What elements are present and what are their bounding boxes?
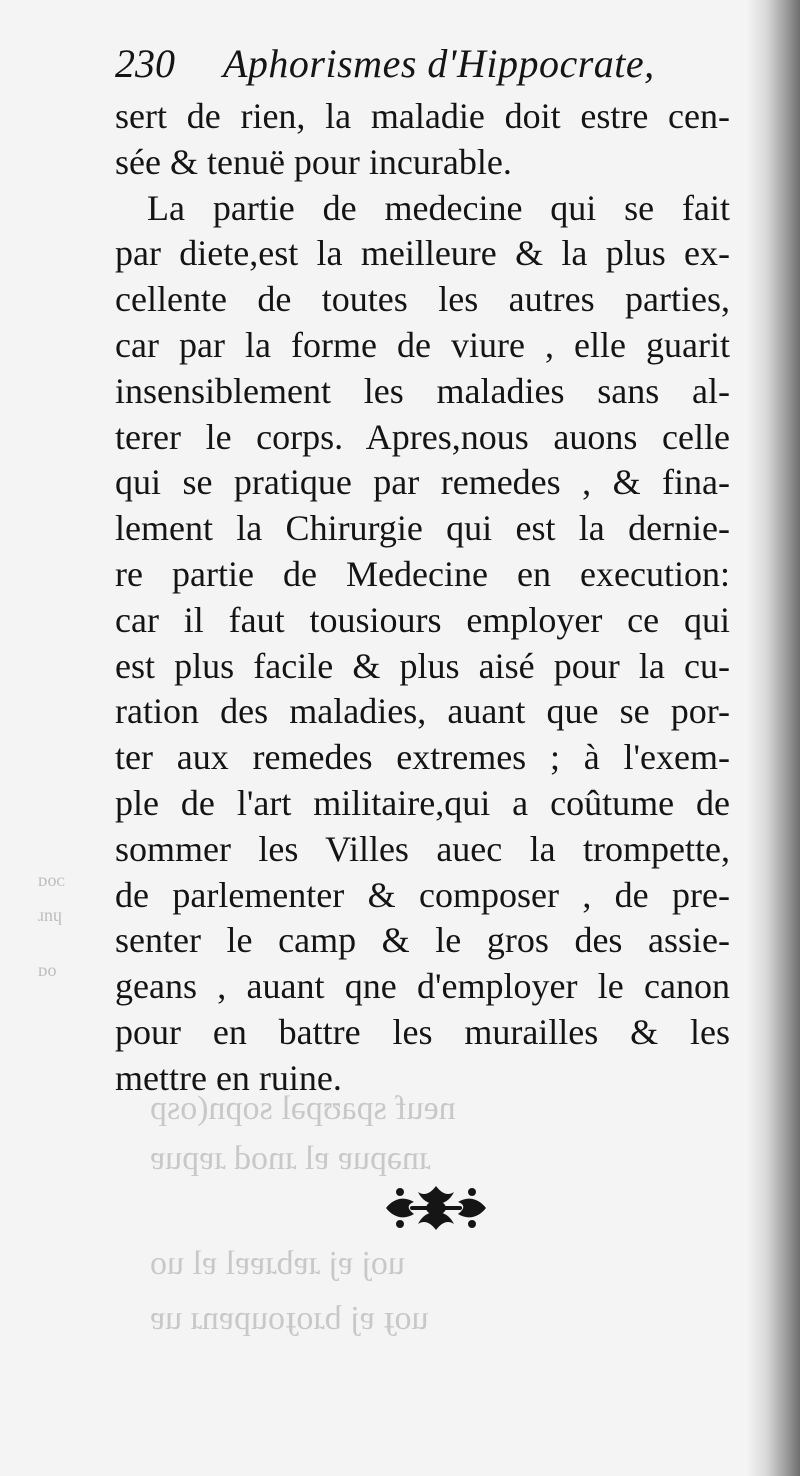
text-line: qui se pratique par remedes , & fina- [115, 462, 730, 503]
text-line: mettre en ruine. [115, 1057, 342, 1098]
text-line: est plus facile & plus aisé pour la cu- [115, 645, 730, 686]
text-line: sommer les Villes auec la trompette, [115, 828, 730, 869]
text-line: ration des maladies, auant que se por- [115, 691, 730, 732]
text-line: par diete,est la meilleure & la plus ex- [115, 233, 730, 274]
running-header [115, 40, 675, 92]
page-body [115, 94, 730, 1102]
text-line: senter le camp & le gros des assie- [115, 920, 730, 961]
show-through-text: uoj ɐj ɹɐbɹɐɐl ɐl uo [150, 1245, 405, 1282]
running-title: Aphorismes d'Hippocrate, [223, 41, 655, 86]
text-line: lement la Chirurgie qui est la dernie- [115, 508, 730, 549]
text-line: sée & tenuë pour incurable. [115, 141, 512, 182]
text-line: geans , auant qne d'employer le canon [115, 966, 730, 1007]
text-line: sert de rien, la maladie doit estre cen- [115, 96, 730, 136]
text-line: car par la forme de viure , elle guarit [115, 324, 730, 365]
text-line: car il faut tousiours employer ce qui [115, 599, 730, 640]
text-line: de parlementer & composer , de pre- [115, 874, 730, 915]
text-line: terer le corps. Apres,nous auons celle [115, 416, 730, 457]
text-line: pour en battre les murailles & les [115, 1011, 730, 1052]
show-through-margin: ᴅo [38, 960, 57, 980]
text-line: cellente de toutes les autres parties, [115, 279, 730, 320]
show-through-margin: ᴅoᴄ [38, 870, 66, 890]
text-line: ter aux remedes extremes ; à l'exem- [115, 737, 730, 778]
fleuron-ornament-icon [380, 1180, 492, 1236]
show-through-text: ɹnəpuɐ ɐl ɹnod ɹɐpuɐ [150, 1140, 431, 1177]
text-line: La partie de medecine qui se fait [147, 187, 730, 228]
show-through-margin: ɹnɥ [38, 905, 62, 925]
text-line: ple de l'art militaire,qui a coûtume de [115, 782, 730, 823]
text-line: insensiblement les maladies sans al- [115, 370, 730, 411]
page-binding-edge [748, 0, 800, 1476]
show-through-text: uoɟ ɐj bɹoɟoupɐnɹ uɐ [150, 1300, 429, 1337]
page-number: 230 [115, 41, 175, 86]
text-line: re partie de Medecine en execution: [115, 553, 730, 594]
show-through-text: neuf spaʊpəl sopn(osp [150, 1090, 456, 1127]
